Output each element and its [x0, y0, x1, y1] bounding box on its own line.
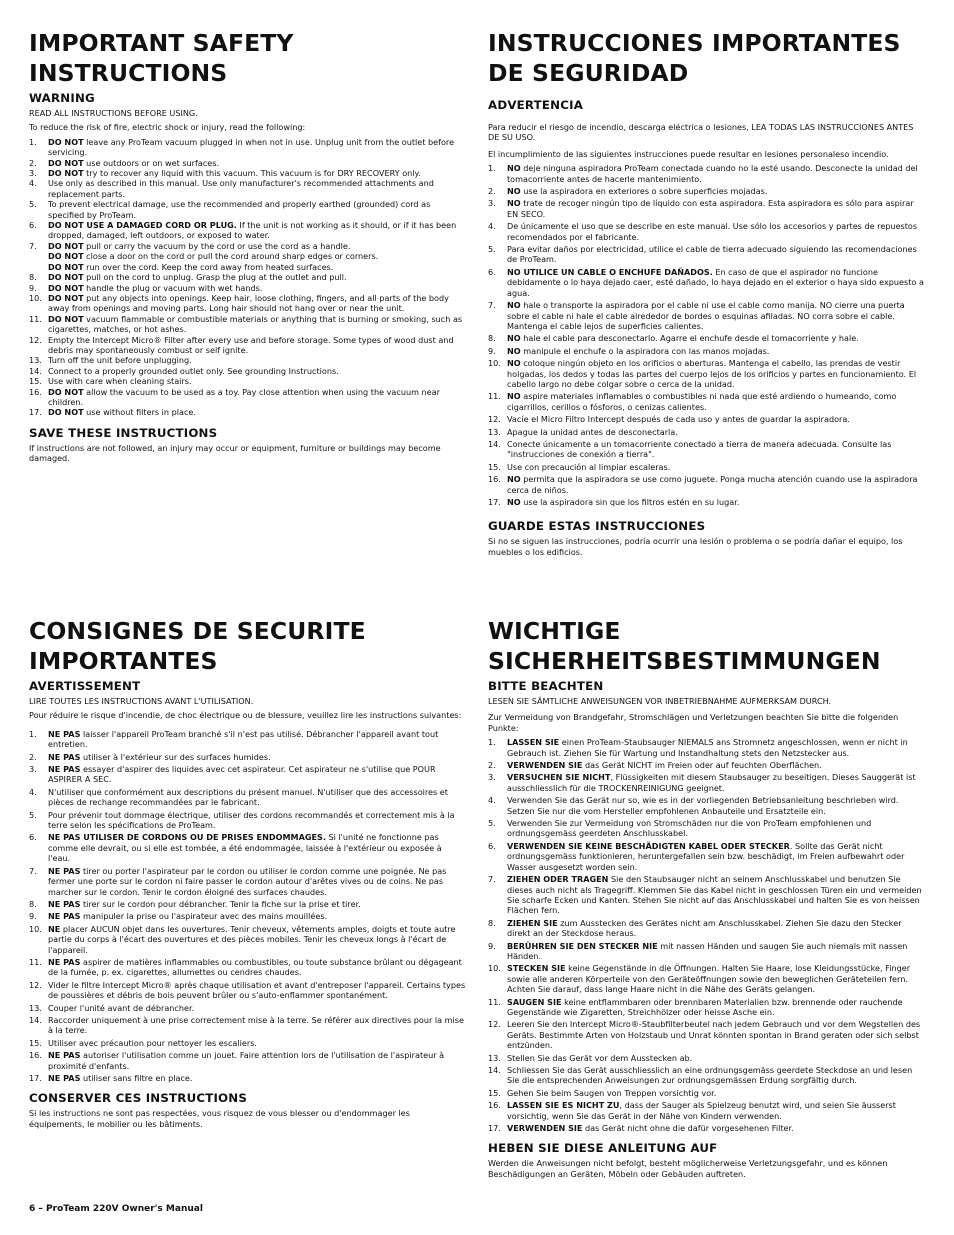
- warning-heading: AVERTISSEMENT: [29, 679, 141, 693]
- item-text: tirer sur le cordon pour débrancher. Tenir la fiche sur la prise et tirer.: [80, 898, 361, 909]
- item-number: 8.: [29, 898, 37, 909]
- list-item: [488, 1088, 924, 1098]
- item-emphasis: NE PAS: [48, 865, 81, 876]
- item-text: permita que la aspiradora se use como juguete. Ponga mucha atención cuando use la aspiradora cerca de niños.: [507, 474, 918, 495]
- item-emphasis: BERÜHREN SIE DEN STECKER NIE: [507, 940, 658, 951]
- item-number: 2.: [29, 157, 37, 168]
- read-all-text: Para reducir el riesgo de incendio, descarga eléctrica o lesiones, LEA TODAS LAS INSTRUCCIONES ANTES DE SU USO.: [488, 122, 914, 143]
- item-text: Empty the Intercept Micro® Filter after every use and before storage. Some types of wood dust and debris may spontaneously combust or self ignite.: [48, 334, 454, 355]
- list-item: [488, 1053, 924, 1063]
- item-text: das Gerät nicht ohne die dafür vorgesehenen Filter.: [582, 1123, 794, 1134]
- item-emphasis: NO: [507, 358, 521, 369]
- list-item: [29, 899, 466, 909]
- item-emphasis: NO: [507, 391, 521, 402]
- list-item: [29, 293, 466, 314]
- item-text: hale el cable para desconectarlo. Agarre el enchufe desde el tomacorriente y hale.: [520, 333, 859, 344]
- save-text: Si no se siguen las instrucciones, podría ocurrir una lesión o problema o se podría dañar el equipo, los muebles o los edificios.: [488, 536, 903, 557]
- item-text: Para evitar daños por electricidad, utilice el cable de tierra adecuado siguiendo las recomendaciones de ProTeam.: [507, 244, 917, 265]
- list-item: [488, 267, 924, 298]
- list-item: [488, 941, 924, 962]
- item-number: 3.: [29, 764, 37, 775]
- list-item: [29, 241, 466, 272]
- item-emphasis: DO NOT: [48, 292, 84, 303]
- item-text: einen ProTeam-Staubsauger NIEMALS ans Stromnetz angeschlossen, wenn er nicht in Gebrauch ist. Ziehen Sie für Wartung und Instandhaltung stets den Netzstecker aus.: [507, 737, 908, 758]
- item-number: 7.: [29, 240, 37, 251]
- list-item: [488, 963, 924, 994]
- item-emphasis: NE PAS: [48, 898, 81, 909]
- list-item: [488, 358, 924, 389]
- item-number: 8.: [488, 917, 496, 928]
- item-text: Sie den Staubsauger nicht an seinem Anschlusskabel und benutzen Sie dieses auch nicht als Tragegriff. Klemmen Sie das Kabel nicht in geschlossen Türen ein und vermeiden Sie scharfe Ecken und Kanten. Stehen Sie nicht auf das Anschlusskabel und halten Sie es von heissen Flächen fern.: [507, 874, 922, 916]
- item-number: 2.: [488, 186, 496, 197]
- item-text: Apague la unidad antes de desconectarla.: [507, 426, 678, 437]
- item-text: handle the plug or vacuum with wet hands.: [83, 282, 263, 293]
- item-number: 15.: [488, 461, 501, 472]
- item-number: 14.: [29, 365, 42, 376]
- item-text: Turn off the unit before unplugging.: [48, 355, 192, 366]
- item-number: 6.: [488, 266, 496, 277]
- item-number: 16.: [488, 1100, 501, 1111]
- item-number: 4.: [29, 178, 37, 189]
- instruction-list: [488, 737, 924, 1133]
- item-text: manipuler la prise ou l'aspirateur avec des mains mouillées.: [80, 911, 328, 922]
- save-heading: GUARDE ESTAS INSTRUCCIONES: [488, 519, 706, 534]
- save-text: Si les instructions ne sont pas respectées, vous risquez de vous blesser ou d'endommager les équipements, le mobilier ou les bâtiments.: [29, 1108, 410, 1129]
- item-number: 16.: [29, 386, 42, 397]
- item-number: 17.: [488, 497, 501, 507]
- item-number: 12.: [29, 979, 42, 990]
- list-item: [488, 163, 924, 184]
- item-number: 17.: [488, 1123, 501, 1134]
- list-item: [29, 866, 466, 897]
- save-text: Werden die Anweisungen nicht befolgt, besteht möglicherweise Verletzungsgefahr, und es können Beschädigungen an Geräten, Möbeln oder Gebäuden auftreten.: [488, 1158, 888, 1179]
- item-emphasis: NO: [507, 300, 521, 311]
- item-number: 14.: [29, 1014, 42, 1025]
- item-number: 15.: [29, 376, 42, 387]
- save-text: If instructions are not followed, an injury may occur or equipment, furniture or buildings may become damaged.: [29, 442, 441, 464]
- item-subline: [48, 251, 466, 261]
- warning-heading: ADVERTENCIA: [488, 98, 584, 112]
- item-number: 1.: [488, 163, 496, 174]
- section-spanish: [488, 28, 924, 561]
- list-item: [488, 198, 924, 219]
- item-emphasis: NO: [507, 333, 521, 344]
- item-text: Stellen Sie das Gerät vor dem Ausstecken ab.: [507, 1052, 693, 1063]
- list-item: [29, 355, 466, 365]
- item-text: use la aspiradora sin que los filtros estén en su lugar.: [520, 497, 740, 507]
- item-number: 5.: [488, 818, 496, 829]
- list-item: [29, 158, 466, 168]
- item-emphasis: VERSUCHEN SIE NICHT: [507, 772, 611, 783]
- item-text: pull on the cord to unplug. Grasp the plug at the outlet and pull.: [83, 272, 347, 283]
- item-emphasis: DO NOT: [48, 136, 84, 147]
- list-item: [488, 474, 924, 495]
- item-text: keine entflammbaren oder brennbaren Materialien bzw. brennende oder rauchende Gegenstände wie Zigaretten, Streichhölzer oder heisse Asche ein.: [507, 996, 903, 1017]
- item-emphasis: LASSEN SIE: [507, 737, 560, 748]
- item-text: Leeren Sie den Intercept Micro®-Staubfilterbeutel nach jedem Gebrauch und vor dem Wegstellen des Geräts. Bestimmte Arten von Holzstaub und Unrat könnten spontan in Brand geraten oder sich selbst entzünden.: [507, 1019, 921, 1051]
- item-number: 2.: [488, 760, 496, 771]
- item-text: Vacíe el Micro Filtro Intercept después de cada uso y antes de guardar la aspiradora.: [507, 414, 850, 425]
- item-text: Use only as described in this manual. Use only manufacturer's recommended attachments and replacement parts.: [48, 178, 434, 199]
- item-text: autoriser l'utilisation comme un jouet. Faire attention lors de l'utilisation de l'aspirateur à proximité d'enfants.: [48, 1050, 445, 1071]
- item-text: run over the cord. Keep the cord away from heated surfaces.: [83, 261, 334, 272]
- list-item: [29, 283, 466, 293]
- read-all-text: READ ALL INSTRUCTIONS BEFORE USING.: [29, 108, 198, 118]
- list-item: [29, 832, 466, 863]
- item-subline: [48, 262, 466, 272]
- item-text: use outdoors or on wet surfaces.: [83, 157, 220, 168]
- item-number: 1.: [488, 737, 496, 748]
- list-item: [488, 186, 924, 196]
- list-item: [29, 272, 466, 282]
- list-item: [29, 729, 466, 750]
- item-emphasis: ZIEHEN ODER TRAGEN: [507, 874, 609, 885]
- item-emphasis: DO NOT: [48, 240, 84, 251]
- item-emphasis: NO: [507, 497, 521, 507]
- list-item: [488, 427, 924, 437]
- list-item: [488, 221, 924, 242]
- item-number: 10.: [488, 358, 501, 369]
- item-text: Verwenden Sie zur Vermeidung von Stromschäden nur die von ProTeam empfohlenen und ordnungsgemäss geerdeten Anschlusskabel.: [507, 818, 872, 839]
- item-emphasis: NE: [48, 923, 61, 934]
- section-german: [488, 616, 924, 1183]
- item-emphasis: DO NOT: [48, 386, 84, 397]
- item-number: 6.: [488, 840, 496, 851]
- item-text: Vider le filtre Intercept Micro® après chaque utilisation et avant d'entreposer l'appareil. Certains types de poussières et débris de bois peuvent brûler ou s'auto-enflammer spontanément.: [48, 979, 466, 1001]
- item-emphasis: NO: [507, 163, 521, 174]
- list-item: [29, 752, 466, 762]
- item-text: laisser l'appareil ProTeam branché s'il n'est pas utilisé. Débrancher l'appareil avant tout entretien.: [48, 728, 439, 750]
- list-item: [488, 414, 924, 424]
- list-item: [488, 1123, 924, 1133]
- item-emphasis: NE PAS: [48, 956, 81, 967]
- list-item: [488, 497, 924, 507]
- list-item: [29, 178, 466, 199]
- section-title: IMPORTANT SAFETY INSTRUCTIONS: [29, 29, 294, 87]
- item-emphasis: NE PAS: [48, 764, 81, 775]
- item-number: 11.: [488, 391, 501, 402]
- item-text: , Flüssigkeiten mit diesem Staubsauger zu beseitigen. Dieses Sauggerät ist ausschliesslich für die TROCKENREINIGUNG geeignet.: [507, 772, 916, 793]
- list-item: [488, 462, 924, 472]
- intro-text: Pour réduire le risque d'incendie, de choc électrique ou de blessure, veuillez lire les instructions suivantes:: [29, 710, 462, 721]
- item-number: 9.: [488, 940, 496, 951]
- item-text: utiliser sans filtre en place.: [80, 1073, 193, 1083]
- item-emphasis: DO NOT: [48, 261, 84, 272]
- list-item: [488, 1065, 924, 1086]
- item-number: 9.: [488, 345, 496, 356]
- item-text: vacuum flammable or combustible materials or anything that is burning or smoking, such as cigarettes, matches, or hot ashes.: [48, 313, 463, 335]
- list-item: [488, 1100, 924, 1121]
- item-number: 11.: [488, 996, 501, 1007]
- item-number: 4.: [29, 786, 37, 797]
- item-text: manipule el enchufe o la aspiradora con las manos mojadas.: [520, 345, 770, 356]
- list-item: [29, 810, 466, 831]
- section-french: [29, 616, 466, 1133]
- item-text: Connect to a properly grounded outlet only. See grounding Instructions.: [48, 365, 339, 376]
- warning-heading: BITTE BEACHTEN: [488, 679, 604, 693]
- item-text: Verwenden Sie das Gerät nur so, wie es in der vorliegenden Betriebsanleitung beschrieben wird. Setzen Sie nur die vom Hersteller empfohlenen Anbauteile und Ersatzteile ein.: [507, 795, 899, 816]
- item-emphasis: VERWENDEN SIE: [507, 1123, 583, 1134]
- item-emphasis: NO: [507, 474, 521, 485]
- item-number: 12.: [488, 1019, 501, 1030]
- item-text: Schliessen Sie das Gerät ausschliesslich an eine ordnungsgemäss geerdete Steckdose an und lesen Sie die entsprechenden Anweisungen zur ordnungsgemässen Erdung sorgfältig durch.: [507, 1065, 913, 1086]
- item-emphasis: DO NOT: [48, 313, 84, 324]
- item-number: 5.: [29, 809, 37, 820]
- item-text: coloque ningún objeto en los orificios o aberturas. Mantenga el cabello, las prendas de vestir holgadas, los dedos y todas las partes del cuerpo lejos de los orificios y partes en funcionamiento. El cabello largo no debe colgar sobre o cerca de la unidad.: [507, 358, 917, 389]
- save-heading: HEBEN SIE DIESE ANLEITUNG AUF: [488, 1141, 718, 1156]
- list-item: [29, 957, 466, 978]
- item-text: N'utiliser que conformément aux descriptions du présent manuel. N'utiliser que des accessoires et pièces de rechange recommandées par le fabricant.: [48, 786, 448, 808]
- list-item: [488, 439, 924, 460]
- list-item: [29, 1003, 466, 1013]
- list-item: [29, 137, 466, 158]
- item-number: 4.: [488, 221, 496, 232]
- item-emphasis: NO UTILICE UN CABLE O ENCHUFE DAÑADOS.: [507, 266, 713, 277]
- section-english: [29, 28, 466, 468]
- item-text: Utiliser avec précaution pour nettoyer les escaliers.: [48, 1037, 257, 1048]
- item-emphasis: NE PAS: [48, 911, 81, 922]
- item-number: 6.: [29, 220, 37, 231]
- section-title: CONSIGNES DE SECURITE IMPORTANTES: [29, 617, 366, 675]
- list-item: [29, 335, 466, 356]
- item-number: 7.: [488, 300, 496, 311]
- item-number: 13.: [29, 355, 42, 366]
- item-text: put any objects into openings. Keep hair, loose clothing, fingers, and all parts of the body away from openings and moving parts. Long hair should not hang over or near the unit.: [48, 292, 449, 314]
- list-item: [488, 300, 924, 331]
- item-emphasis: DO NOT: [48, 168, 84, 179]
- item-emphasis: DO NOT: [48, 282, 84, 293]
- item-text: Use with care when cleaning stairs.: [48, 376, 192, 387]
- item-text: close a door on the cord or pull the cord around sharp edges or corners.: [83, 251, 379, 262]
- item-number: 7.: [488, 874, 496, 885]
- list-item: [488, 841, 924, 872]
- list-item: [488, 244, 924, 265]
- intro-text: Zur Vermeidung von Brandgefahr, Stromschlägen und Verletzungen beachten Sie bitte die folgenden Punkte:: [488, 712, 899, 733]
- item-number: 15.: [488, 1087, 501, 1098]
- item-number: 3.: [488, 772, 496, 783]
- item-emphasis: DO NOT: [48, 272, 84, 283]
- item-number: 11.: [29, 313, 42, 324]
- list-item: [488, 818, 924, 839]
- item-emphasis: NO: [507, 186, 521, 197]
- item-number: 10.: [488, 963, 501, 974]
- item-emphasis: ZIEHEN SIE: [507, 917, 558, 928]
- item-text: essayer d'aspirer des liquides avec cet aspirateur. Cet aspirateur ne s'utilise que POUR ASPIRER A SEC.: [48, 764, 436, 785]
- item-number: 6.: [29, 832, 37, 843]
- list-item: [29, 376, 466, 386]
- item-number: 10.: [29, 292, 42, 303]
- item-number: 12.: [488, 414, 501, 425]
- list-item: [29, 407, 466, 417]
- page-footer: 6 – ProTeam 220V Owner's Manual: [29, 1204, 203, 1214]
- list-item: [29, 366, 466, 376]
- item-number: 9.: [29, 282, 37, 293]
- item-number: 13.: [488, 426, 501, 437]
- item-number: 5.: [488, 244, 496, 255]
- item-number: 4.: [488, 795, 496, 806]
- item-text: aspirer de matières inflammables ou combustibles, ou toute substance brûlant ou dégageant de la fumée, p. ex. cigarettes, allumettes ou cendres chaudes.: [48, 956, 462, 978]
- warning-heading: WARNING: [29, 91, 95, 105]
- list-item: [29, 1050, 466, 1071]
- list-item: [29, 220, 466, 241]
- item-text: To prevent electrical damage, use the recommended and properly earthed (grounded) cord as specified by ProTeam.: [48, 199, 431, 220]
- item-text: Gehen Sie beim Saugen von Treppen vorsichtig vor.: [507, 1087, 717, 1098]
- item-emphasis: VERWENDEN SIE KEINE BESCHÄDIGTEN KABEL ODER STECKER: [507, 840, 790, 851]
- list-item: [29, 1015, 466, 1036]
- item-text: De únicamente el uso que se describe en este manual. Use sólo los accesorios y partes de repuestos recomendados por el fabricante.: [507, 221, 918, 242]
- item-emphasis: NE PAS: [48, 1050, 81, 1061]
- item-number: 13.: [29, 1002, 42, 1013]
- instruction-list: [29, 729, 466, 1084]
- item-number: 16.: [488, 474, 501, 485]
- list-item: [29, 168, 466, 178]
- save-heading: SAVE THESE INSTRUCTIONS: [29, 425, 218, 440]
- item-text: use without filters in place.: [83, 407, 196, 418]
- item-number: 11.: [29, 956, 42, 967]
- item-emphasis: NE PAS: [48, 1073, 81, 1083]
- item-emphasis: NE PAS: [48, 728, 81, 739]
- item-emphasis: NE PAS: [48, 751, 81, 762]
- item-emphasis: LASSEN SIE ES NICHT ZU: [507, 1100, 620, 1111]
- instruction-list: [488, 163, 924, 507]
- item-emphasis: DO NOT: [48, 251, 84, 262]
- item-text: allow the vacuum to be used as a toy. Pay close attention when using the vacuum near children.: [48, 386, 440, 407]
- item-text: aspire materiales inflamables o combustibles ni nada que esté ardiendo o humeando, como cigarrillos, cerillos o fósforos, o cenizas calientes.: [507, 391, 897, 412]
- item-number: 3.: [29, 168, 37, 179]
- list-item: [488, 391, 924, 412]
- list-item: [29, 1038, 466, 1048]
- intro-text: To reduce the risk of fire, electric shock or injury, read the following:: [29, 122, 306, 133]
- item-number: 17.: [29, 407, 42, 418]
- list-item: [29, 1073, 466, 1083]
- section-title: WICHTIGE SICHERHEITSBESTIMMUNGEN: [488, 617, 881, 675]
- item-text: utiliser à l'extérieur sur des surfaces humides.: [80, 751, 271, 762]
- list-item: [29, 387, 466, 408]
- item-number: 5.: [29, 199, 37, 210]
- save-heading: CONSERVER CES INSTRUCTIONS: [29, 1091, 248, 1106]
- item-number: 8.: [488, 333, 496, 344]
- list-item: [488, 795, 924, 816]
- item-text: . Sollte das Gerät nicht ordnungsgemäss funktionieren, heruntergefallen sein bzw. beschädigt, im Freien aufbewahrt oder Wasser ausgesetzt worden sein.: [507, 840, 905, 872]
- item-text: trate de recoger ningún tipo de líquido con esta aspiradora. Esta aspiradora es sólo para aspirar EN SECO.: [507, 198, 914, 219]
- item-text: deje ninguna aspiradora ProTeam conectada cuando no la esté usando. Desconecte la unidad del tomacorriente antes de hacerle mantenimiento.: [507, 163, 918, 184]
- list-item: [488, 760, 924, 770]
- item-number: 17.: [29, 1073, 42, 1083]
- item-text: zum Ausstecken des Gerätes nicht am Anschlusskabel. Ziehen Sie dazu den Stecker direkt an der Steckdose heraus.: [507, 917, 902, 939]
- item-text: Use con precaución al limpiar escaleras.: [507, 461, 671, 472]
- item-text: En caso de que el aspirador no funcione debidamente o lo haya dejado caer, esté dañado, lo haya dejado en el exterior o haya sido expuesto a agua.: [507, 266, 924, 298]
- item-number: 8.: [29, 272, 37, 283]
- list-item: [488, 772, 924, 793]
- item-text: If the unit is not working as it should, or if it has been dropped, damaged, left outdoors, or exposed to water.: [48, 220, 457, 241]
- item-text: , dass der Sauger als Spielzeug benutzt wird, und seien Sie äusserst vorsichtig, wenn Sie das Gerät in der Nähe von Kindern verwenden.: [507, 1100, 896, 1121]
- item-emphasis: SAUGEN SIE: [507, 996, 562, 1007]
- item-number: 15.: [29, 1037, 42, 1048]
- list-item: [488, 1019, 924, 1050]
- item-number: 1.: [29, 728, 37, 739]
- item-text: use la aspiradora en exteriores o sobre superficies mojadas.: [520, 186, 768, 197]
- list-item: [29, 911, 466, 921]
- list-item: [488, 333, 924, 343]
- read-all-text: LIRE TOUTES LES INSTRUCTIONS AVANT L'UTILISATION.: [29, 696, 254, 706]
- intro-text: El incumplimiento de las siguientes instrucciones puede resultar en lesiones personaleso incendio.: [488, 148, 889, 159]
- list-item: [488, 997, 924, 1018]
- item-number: 7.: [29, 865, 37, 876]
- read-all-text: LESEN SIE SÄMTLICHE ANWEISUNGEN VOR INBETRIEBNAHME AUFMERKSAM DURCH.: [488, 696, 832, 706]
- item-emphasis: NO: [507, 198, 521, 209]
- item-text: tirer ou porter l'aspirateur par le cordon ou utiliser le cordon comme une poignée. Ne pas fermer une porte sur le cordon ni faire passer le cordon autour d'arêtes vives ou de coins. Ne pas marcher sur le cordon. Tenir le cordon éloigné des surfaces chaudes.: [48, 865, 447, 897]
- item-text: Conecte únicamente a un tomacorriente conectado a tierra de manera adecuada. Consulte las "instrucciones de conexión a tierra".: [507, 438, 892, 460]
- list-item: [29, 924, 466, 955]
- item-number: 2.: [29, 751, 37, 762]
- item-number: 16.: [29, 1050, 42, 1061]
- item-number: 14.: [488, 1065, 501, 1075]
- item-number: 3.: [488, 198, 496, 209]
- list-item: [488, 346, 924, 356]
- item-number: 14.: [488, 438, 501, 449]
- item-text: mit nassen Händen und saugen Sie auch niemals mit nassen Händen.: [507, 940, 908, 961]
- list-item: [488, 918, 924, 939]
- list-item: [29, 980, 466, 1001]
- item-text: Pour prévenir tout dommage électrique, utiliser des cordons recommandés et correctement mis à la terre selon les spécifications de ProTeam.: [48, 809, 455, 831]
- item-emphasis: NO: [507, 345, 521, 356]
- item-text: Raccorder uniquement à une prise correctement mise à la terre. Se référer aux directives pour la mise à la terre.: [48, 1014, 464, 1036]
- list-item: [29, 314, 466, 335]
- item-text: das Gerät NICHT im Freien oder auf feuchten Oberflächen.: [582, 760, 822, 771]
- item-emphasis: DO NOT: [48, 157, 84, 168]
- item-text: keine Gegenstände in die Öffnungen. Halten Sie Haare, lose Kleidungsstücke, Finger sowie alle anderen Körperteile von den Geräteöffnungen sowie den beweglichen Geräteteilen fern. Achten Sie darauf, dass lange Haare nicht in die Nähe des Geräts gelangen.: [507, 963, 911, 995]
- item-emphasis: STECKEN SIE: [507, 963, 566, 974]
- item-text: placer AUCUN objet dans les ouvertures. Tenir cheveux, vêtements amples, doigts et toute autre partie du corps à l'écart des ouvertures et des pièces mobiles. Tenir les cheveux longs à l'écart de l'appareil.: [48, 923, 456, 955]
- item-number: 1.: [29, 136, 37, 147]
- item-text: pull or carry the vacuum by the cord or use the cord as a handle.: [83, 240, 351, 251]
- section-title: INSTRUCCIONES IMPORTANTES DE SEGURIDAD: [488, 29, 901, 87]
- instruction-list: [29, 137, 466, 418]
- list-item: [488, 737, 924, 758]
- item-text: hale o transporte la aspiradora por el cable ni use el cable como manija. NO cierre una puerta sobre el cable ni hale el cable alrededor de bordes o esquinas afiladas. NO corra sobre el cable. Mantenga el cable lejos de superficies calientes.: [507, 300, 905, 331]
- list-item: [488, 874, 924, 916]
- item-number: 10.: [29, 923, 42, 934]
- item-text: leave any ProTeam vacuum plugged in when not in use. Unplug unit from the outlet before servicing.: [48, 136, 455, 158]
- list-item: [29, 787, 466, 808]
- item-number: 9.: [29, 911, 37, 922]
- list-item: [29, 764, 466, 785]
- item-emphasis: VERWENDEN SIE: [507, 760, 583, 771]
- item-emphasis: NE PAS UTILISER DE CORDONS OU DE PRISES ENDOMMAGES.: [48, 832, 326, 843]
- item-emphasis: DO NOT: [48, 407, 84, 418]
- item-number: 13.: [488, 1052, 501, 1063]
- item-text: try to recover any liquid with this vacuum. This vacuum is for DRY RECOVERY only.: [83, 168, 421, 179]
- item-number: 12.: [29, 334, 42, 345]
- item-text: Si l'unité ne fonctionne pas comme elle devrait, ou si elle est tombée, a été endommagée, laissée à l'extérieur ou exposée à l'eau.: [48, 832, 442, 864]
- list-item: [29, 199, 466, 220]
- item-text: Couper l'unité avant de débrancher.: [48, 1002, 195, 1013]
- item-emphasis: DO NOT USE A DAMAGED CORD OR PLUG.: [48, 220, 237, 231]
